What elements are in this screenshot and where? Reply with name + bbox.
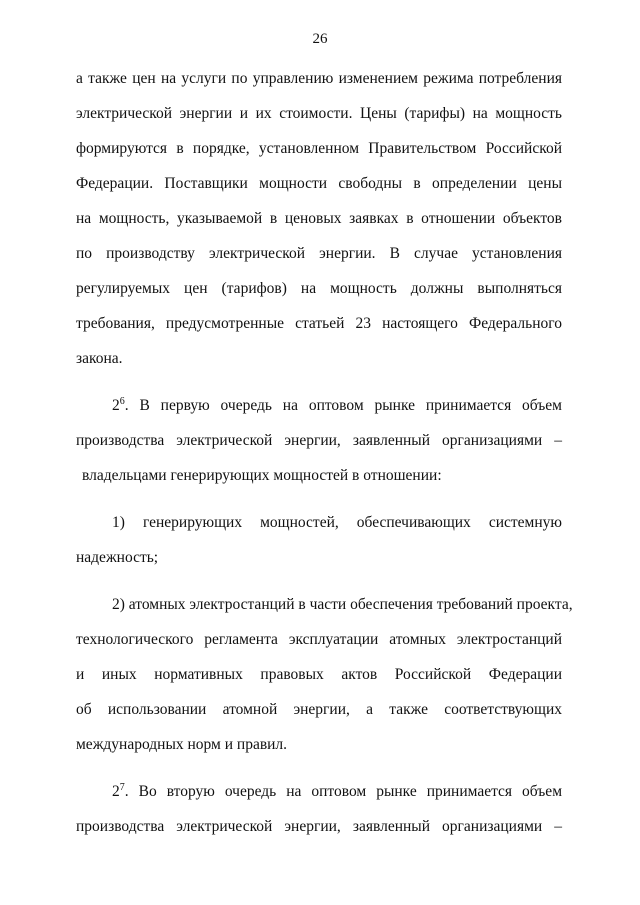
section-superscript: 6	[119, 395, 125, 407]
text-line: и иных нормативных правовых актов Российской Федерации	[76, 666, 562, 683]
text-span: . В первую очередь на оптовом рынке принимается объем	[124, 397, 562, 414]
text-line: производства электрической энергии, заявленный организациями –	[76, 432, 562, 449]
section-number: 2	[112, 397, 120, 414]
document-body	[76, 69, 573, 852]
text-line: международных норм и правил.	[76, 736, 288, 753]
text-line: Федерации. Поставщики мощности свободны в определении цены	[76, 175, 562, 192]
section-heading-line	[76, 782, 562, 817]
text-line: производства электрической энергии, заявленный организациями –	[76, 818, 562, 835]
text-span: . Во вторую очередь на оптовом рынке принимается объем	[124, 783, 562, 800]
list-item-line: 2) атомных электростанций в части обеспечения требований проекта,	[112, 596, 573, 613]
text-line: надежность;	[76, 549, 159, 566]
text-line: электрической энергии и их стоимости. Цены (тарифы) на мощность	[76, 105, 562, 122]
text-line: а также цен на услуги по управлению изменением режима потребления	[76, 70, 562, 87]
page-number: 26	[312, 31, 328, 47]
text-line: требования, предусмотренные статьей 23 настоящего Федерального	[76, 315, 562, 332]
text-line: закона.	[76, 350, 123, 367]
section-heading-line	[76, 396, 562, 431]
text-line: регулируемых цен (тарифов) на мощность должны выполняться	[76, 280, 562, 297]
text-line: по производству электрической энергии. В случае установления	[76, 245, 562, 262]
text-line: владельцами генерирующих мощностей в отношении:	[82, 467, 442, 484]
text-line: на мощность, указываемой в ценовых заявках в отношении объектов	[76, 210, 562, 227]
list-item-line: 1) генерирующих мощностей, обеспечивающих системную	[112, 514, 562, 531]
text-line: технологического регламента эксплуатации атомных электростанций	[76, 631, 562, 648]
text-line: формируются в порядке, установленном Правительством Российской	[76, 140, 562, 157]
section-superscript: 7	[119, 781, 125, 793]
text-line: об использовании атомной энергии, а также соответствующих	[76, 701, 562, 718]
section-number: 2	[112, 783, 120, 800]
